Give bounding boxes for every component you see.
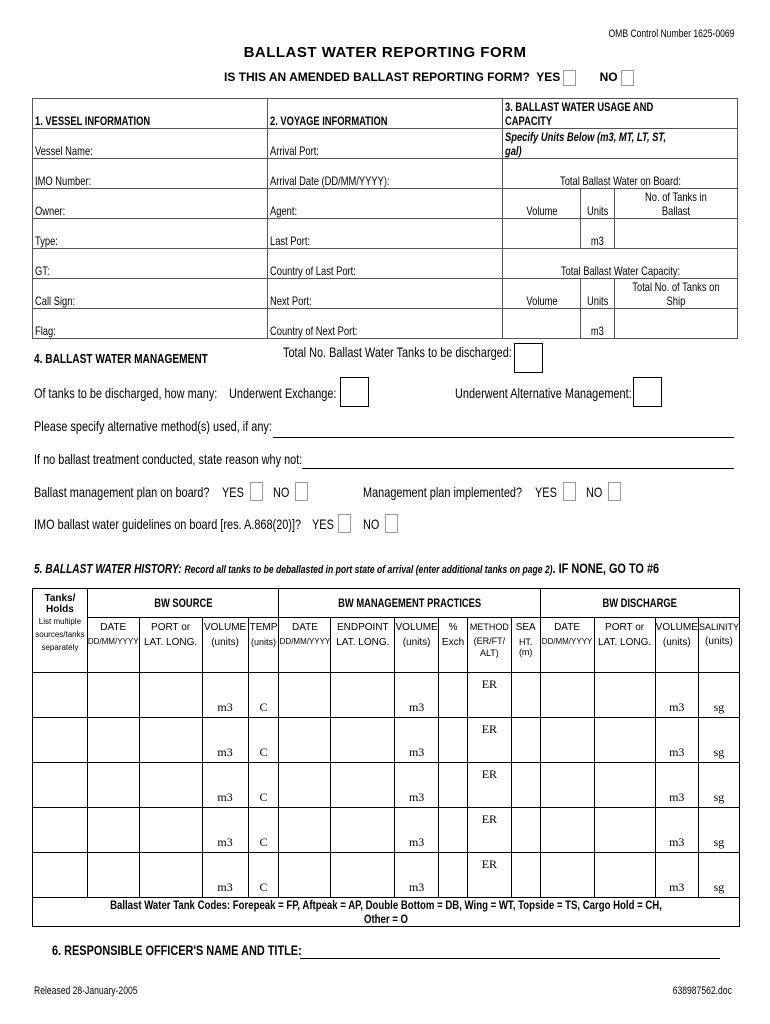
plan-on-board-row: Ballast management plan on board? xyxy=(34,484,210,500)
field-next-port[interactable]: Next Port: xyxy=(267,279,503,309)
history-cell[interactable] xyxy=(467,763,511,808)
imo-no-label: NO xyxy=(363,516,380,532)
history-cell[interactable] xyxy=(202,673,248,718)
history-cell[interactable] xyxy=(511,718,540,763)
cell-unit-label: sg xyxy=(713,880,725,894)
cell-unit-label: ER xyxy=(481,812,498,826)
history-cell[interactable] xyxy=(511,673,540,718)
bw-mgmt-header: BW MANAGEMENT PRACTICES xyxy=(279,589,540,618)
vessel-voyage-table xyxy=(32,98,738,339)
ballast-history-table xyxy=(32,588,740,927)
cell-unit-label: m3 xyxy=(217,790,233,804)
cell-unit-label: m3 xyxy=(669,835,685,849)
cell-unit-label: ER xyxy=(481,722,498,736)
history-cell[interactable] xyxy=(467,853,511,898)
history-cell[interactable] xyxy=(698,853,739,898)
omb-control-number: OMB Control Number 1625-0069 xyxy=(608,28,734,40)
history-cell[interactable] xyxy=(139,673,202,718)
cell-unit-label: m3 xyxy=(669,880,685,894)
col-mgmt-method: METHOD (ER/FT/ ALT) xyxy=(467,618,511,673)
table-row xyxy=(33,808,740,853)
history-cell[interactable] xyxy=(279,853,331,898)
field-arrival-date[interactable]: Arrival Date (DD/MM/YYYY): xyxy=(267,159,503,189)
col-dis-volume: VOLUME (units) xyxy=(655,618,698,673)
amended-no-checkbox[interactable] xyxy=(621,70,634,86)
cell-unit-label: C xyxy=(259,880,268,894)
table-row xyxy=(33,763,740,808)
history-cell[interactable] xyxy=(331,808,395,853)
impl-no-label: NO xyxy=(586,484,603,500)
field-call-sign[interactable]: Call Sign: xyxy=(33,279,268,309)
history-cell[interactable] xyxy=(439,673,468,718)
history-cell[interactable] xyxy=(511,808,540,853)
col-src-port: PORT or LAT. LONG. xyxy=(139,618,202,673)
history-cell[interactable] xyxy=(87,673,139,718)
history-cell[interactable] xyxy=(698,763,739,808)
capacity-units-label: Units xyxy=(581,279,615,309)
history-cell[interactable] xyxy=(139,808,202,853)
history-cell[interactable] xyxy=(33,718,88,763)
cell-unit-label: m3 xyxy=(669,700,685,714)
field-agent[interactable]: Agent: xyxy=(267,189,503,219)
sec3-title: 3. BALLAST WATER USAGE AND CAPACITY xyxy=(503,99,738,129)
history-cell[interactable] xyxy=(331,718,395,763)
impl-no-checkbox[interactable] xyxy=(608,482,621,501)
plan-implemented-label: Management plan implemented? xyxy=(363,484,523,500)
field-flag[interactable]: Flag: xyxy=(33,309,268,339)
alt-mgmt-label: Underwent Alternative Management: xyxy=(455,385,632,401)
plan-no-label: NO xyxy=(273,484,290,500)
alt-mgmt-box[interactable] xyxy=(633,377,662,407)
capacity-units[interactable]: m3 xyxy=(581,309,615,339)
amended-question: IS THIS AN AMENDED BALLAST REPORTING FORM? YES NO xyxy=(224,70,634,86)
specify-units: Specify Units Below (m3, MT, LT, ST, gal) xyxy=(503,129,738,159)
field-owner[interactable]: Owner: xyxy=(33,189,268,219)
cell-unit-label: m3 xyxy=(217,835,233,849)
col-src-volume: VOLUME (units) xyxy=(202,618,248,673)
history-cell[interactable] xyxy=(439,808,468,853)
history-cell[interactable] xyxy=(202,808,248,853)
field-vessel-name[interactable]: Vessel Name: xyxy=(33,129,268,159)
capacity-volume[interactable] xyxy=(503,309,581,339)
field-type[interactable]: Type: xyxy=(33,219,268,249)
history-cell[interactable] xyxy=(248,718,279,763)
history-cell[interactable] xyxy=(279,718,331,763)
capacity-tanks[interactable] xyxy=(615,309,738,339)
cell-unit-label: C xyxy=(259,835,268,849)
cell-unit-label: sg xyxy=(713,835,725,849)
officer-name-line[interactable] xyxy=(300,958,720,959)
imo-yes-checkbox[interactable] xyxy=(338,514,351,533)
history-cell[interactable] xyxy=(33,763,88,808)
history-cell[interactable] xyxy=(594,763,655,808)
history-cell[interactable] xyxy=(395,718,439,763)
history-cell[interactable] xyxy=(540,718,594,763)
cell-unit-label: m3 xyxy=(408,835,425,849)
table-row xyxy=(33,718,740,763)
field-country-last-port[interactable]: Country of Last Port: xyxy=(267,249,503,279)
tanks-holds-header: Tanks/ Holds List multiple sources/tanks separately xyxy=(33,589,88,673)
history-cell[interactable] xyxy=(655,763,698,808)
cell-unit-label: m3 xyxy=(408,700,425,714)
history-cell[interactable] xyxy=(279,808,331,853)
cell-unit-label: ER xyxy=(481,767,498,781)
history-cell[interactable] xyxy=(467,808,511,853)
bw-source-header: BW SOURCE xyxy=(87,589,279,618)
imo-guidelines-label: IMO ballast water guidelines on board [res. A.868(20)]? xyxy=(34,516,302,532)
history-cell[interactable] xyxy=(139,763,202,808)
history-cell[interactable] xyxy=(655,853,698,898)
col-src-temp: TEMP (units) xyxy=(248,618,279,673)
cell-unit-label: m3 xyxy=(217,745,233,759)
sec6-title: 6. RESPONSIBLE OFFICER'S NAME AND TITLE: xyxy=(52,942,302,958)
plan-no-checkbox[interactable] xyxy=(295,482,308,501)
history-cell[interactable] xyxy=(698,808,739,853)
history-cell[interactable] xyxy=(594,718,655,763)
col-dis-salinity: SALINITY (units) xyxy=(698,618,739,673)
total-tanks-box[interactable] xyxy=(514,343,543,373)
cell-unit-label: sg xyxy=(713,745,725,759)
history-cell[interactable] xyxy=(139,853,202,898)
exchange-label: Underwent Exchange: xyxy=(229,385,337,401)
history-cell[interactable] xyxy=(594,808,655,853)
col-dis-date: DATE DD/MM/YYYY xyxy=(540,618,594,673)
history-cell[interactable] xyxy=(395,763,439,808)
history-cell[interactable] xyxy=(331,853,395,898)
history-cell[interactable] xyxy=(139,718,202,763)
history-cell[interactable] xyxy=(248,853,279,898)
units-label: Units xyxy=(581,189,615,219)
doc-id: 638987562.doc xyxy=(672,985,732,997)
cell-unit-label: m3 xyxy=(217,700,233,714)
history-cell[interactable] xyxy=(655,808,698,853)
sec2-title: 2. VOYAGE INFORMATION xyxy=(267,99,503,129)
history-cell[interactable] xyxy=(511,853,540,898)
history-cell[interactable] xyxy=(87,718,139,763)
history-cell[interactable] xyxy=(439,853,468,898)
history-cell[interactable] xyxy=(33,673,88,718)
field-country-next-port[interactable]: Country of Next Port: xyxy=(267,309,503,339)
sec1-title: 1. VESSEL INFORMATION xyxy=(33,99,268,129)
cell-unit-label: m3 xyxy=(408,880,425,894)
plan-yes-label: YES xyxy=(222,484,244,500)
tanks-on-ship-label: Total No. of Tanks on Ship xyxy=(615,279,738,309)
history-cell[interactable] xyxy=(248,808,279,853)
cell-unit-label: m3 xyxy=(669,745,685,759)
history-cell[interactable] xyxy=(202,718,248,763)
history-cell[interactable] xyxy=(331,763,395,808)
history-cell[interactable] xyxy=(248,763,279,808)
cell-unit-label: C xyxy=(259,745,268,759)
impl-yes-checkbox[interactable] xyxy=(563,482,576,501)
no-treatment-line[interactable] xyxy=(302,468,734,469)
col-mgmt-volume: VOLUME (units) xyxy=(395,618,439,673)
history-cell[interactable] xyxy=(248,673,279,718)
sec4-title: 4. BALLAST WATER MANAGEMENT xyxy=(34,351,208,366)
history-cell[interactable] xyxy=(594,673,655,718)
cell-unit-label: ER xyxy=(481,857,498,871)
history-cell[interactable] xyxy=(279,763,331,808)
field-arrival-port[interactable]: Arrival Port: xyxy=(267,129,503,159)
history-cell[interactable] xyxy=(540,808,594,853)
history-cell[interactable] xyxy=(395,673,439,718)
history-cell[interactable] xyxy=(511,763,540,808)
exchange-box[interactable] xyxy=(340,377,369,407)
col-dis-port: PORT or LAT. LONG. xyxy=(594,618,655,673)
history-cell[interactable] xyxy=(698,718,739,763)
col-src-date: DATE DD/MM/YYYY xyxy=(87,618,139,673)
on-board-tanks[interactable] xyxy=(615,219,738,249)
cell-unit-label: sg xyxy=(713,700,725,714)
on-board-volume[interactable] xyxy=(503,219,581,249)
cell-unit-label: C xyxy=(259,700,268,714)
alt-method-line[interactable] xyxy=(273,437,734,438)
history-cell[interactable] xyxy=(655,718,698,763)
table-row xyxy=(33,853,740,898)
bw-discharge-header: BW DISCHARGE xyxy=(540,589,739,618)
field-last-port[interactable]: Last Port: xyxy=(267,219,503,249)
how-many-label: Of tanks to be discharged, how many: xyxy=(34,385,218,401)
table-row xyxy=(33,673,740,718)
history-cell[interactable] xyxy=(33,853,88,898)
capacity-label: Total Ballast Water Capacity: xyxy=(503,249,738,279)
alt-method-label: Please specify alternative method(s) used, if any: xyxy=(34,418,272,434)
history-cell[interactable] xyxy=(467,673,511,718)
col-mgmt-date: DATE DD/MM/YYYY xyxy=(279,618,331,673)
cell-unit-label: ER xyxy=(481,677,498,691)
history-cell[interactable] xyxy=(395,853,439,898)
field-gt[interactable]: GT: xyxy=(33,249,268,279)
col-mgmt-pct: % Exch xyxy=(439,618,468,673)
cell-unit-label: C xyxy=(259,790,268,804)
amended-yes-checkbox[interactable] xyxy=(563,70,576,86)
volume-label: Volume xyxy=(503,189,581,219)
history-cell[interactable] xyxy=(467,718,511,763)
total-tanks-row: Total No. Ballast Water Tanks to be discharged: xyxy=(283,344,512,360)
field-imo-number[interactable]: IMO Number: xyxy=(33,159,268,189)
history-cell[interactable] xyxy=(395,808,439,853)
capacity-volume-label: Volume xyxy=(503,279,581,309)
history-cell[interactable] xyxy=(87,808,139,853)
cell-unit-label: m3 xyxy=(669,790,685,804)
released-date: Released 28-January-2005 xyxy=(34,985,138,997)
no-treatment-label: If no ballast treatment conducted, state reason why not: xyxy=(34,451,303,467)
history-cell[interactable] xyxy=(655,673,698,718)
form-title: BALLAST WATER REPORTING FORM xyxy=(243,44,527,61)
history-cell[interactable] xyxy=(540,673,594,718)
col-mgmt-sea: SEA HT. (m) xyxy=(511,618,540,673)
history-cell[interactable] xyxy=(594,853,655,898)
impl-yes-label: YES xyxy=(535,484,557,500)
sec5-title: 5. BALLAST WATER HISTORY: Record all tanks to be deballasted in port state of arrival (enter additional tanks on page 2). IF NONE, GO TO #6 xyxy=(34,560,660,576)
history-cell[interactable] xyxy=(87,853,139,898)
history-cell[interactable] xyxy=(439,718,468,763)
plan-yes-checkbox[interactable] xyxy=(250,482,263,501)
tanks-in-ballast-label: No. of Tanks in Ballast xyxy=(615,189,738,219)
cell-unit-label: m3 xyxy=(217,880,233,894)
tank-codes: Ballast Water Tank Codes: Forepeak = FP, Aftpeak = AP, Double Bottom = DB, Wing = WT, Topside = TS, Cargo Hold = CH, Other = O xyxy=(33,898,740,927)
col-mgmt-endpoint: ENDPOINT LAT. LONG. xyxy=(331,618,395,673)
cell-unit-label: m3 xyxy=(408,745,425,759)
history-cell[interactable] xyxy=(202,763,248,808)
cell-unit-label: m3 xyxy=(408,790,425,804)
history-cell[interactable] xyxy=(33,808,88,853)
on-board-label: Total Ballast Water on Board: xyxy=(503,159,738,189)
history-cell[interactable] xyxy=(540,763,594,808)
imo-no-checkbox[interactable] xyxy=(385,514,398,533)
imo-yes-label: YES xyxy=(312,516,334,532)
history-cell[interactable] xyxy=(439,763,468,808)
history-cell[interactable] xyxy=(87,763,139,808)
history-cell[interactable] xyxy=(698,673,739,718)
history-cell[interactable] xyxy=(331,673,395,718)
on-board-units[interactable]: m3 xyxy=(581,219,615,249)
history-cell[interactable] xyxy=(279,673,331,718)
history-cell[interactable] xyxy=(540,853,594,898)
history-cell[interactable] xyxy=(202,853,248,898)
cell-unit-label: sg xyxy=(713,790,725,804)
